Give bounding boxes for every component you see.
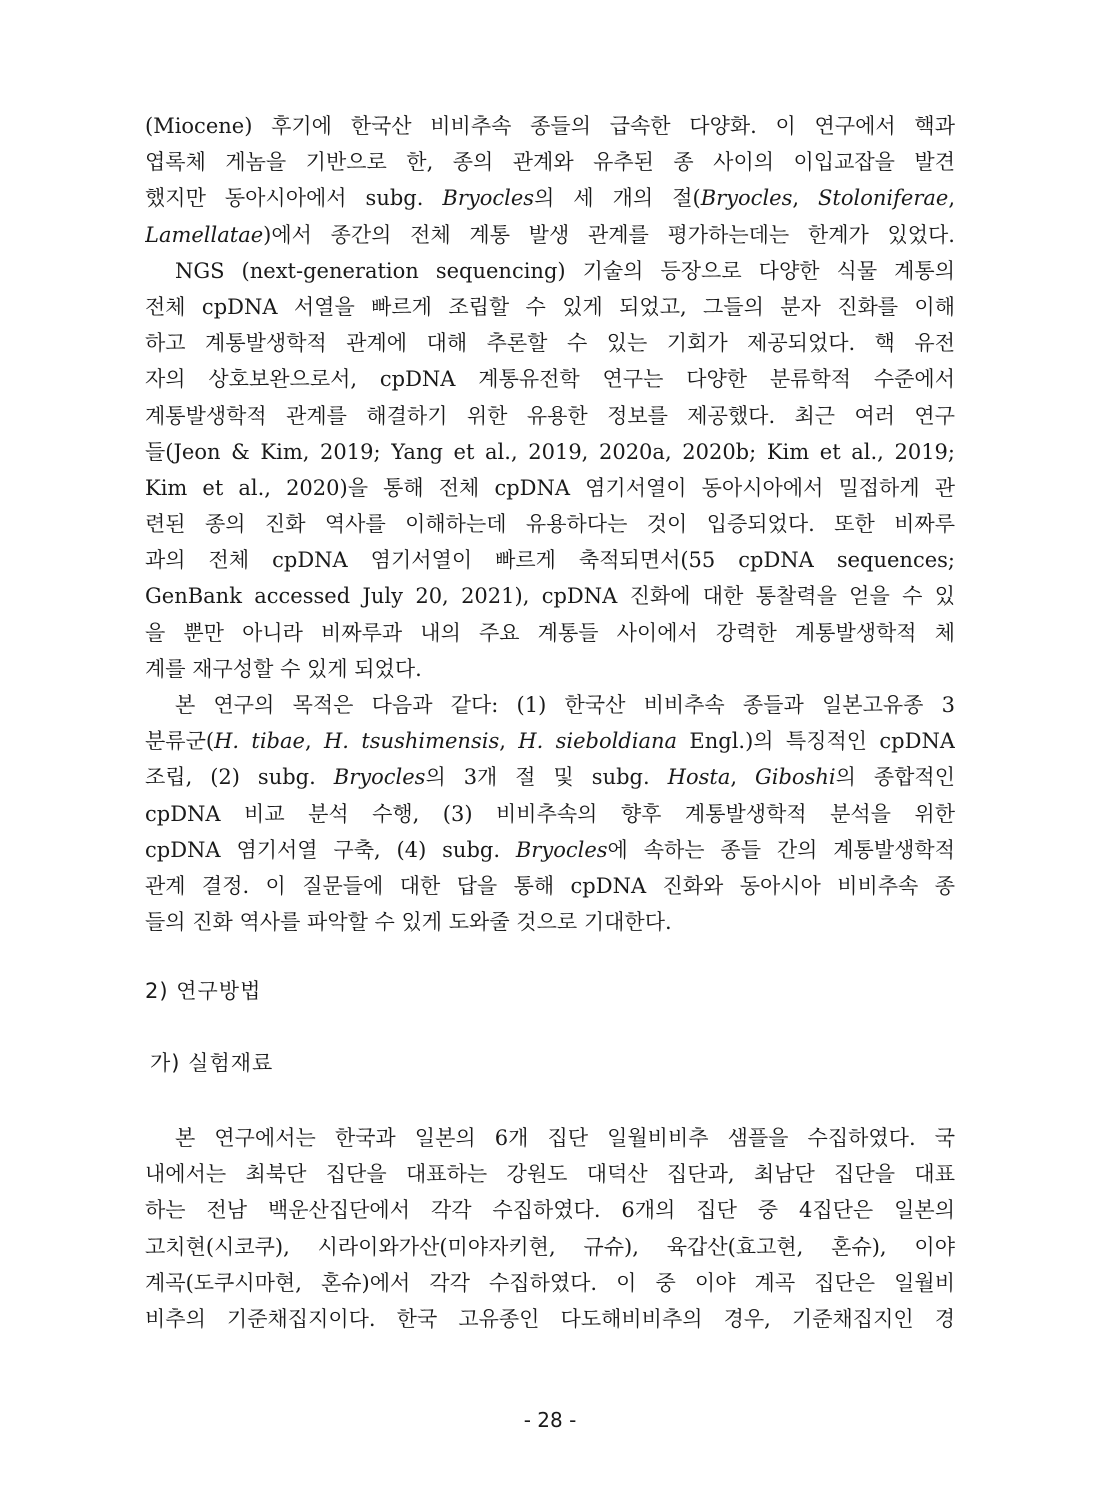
text-line: 고치현(시코쿠), 시라이와가산(미야자키현, 규슈), 육갑산(효고현, 혼슈), 이야	[145, 1234, 955, 1259]
text-line: 비추의 기준채집지이다. 한국 고유종인 다도해비비추의 경우, 기준채집지인 경	[145, 1306, 955, 1331]
text-line: 계를 재구성할 수 있게 되었다.	[145, 656, 422, 681]
text-line: (Miocene) 후기에 한국산 비비추속 종들의 급속한 다양화. 이 연구에서 핵과	[145, 114, 955, 138]
text-line: 관계 결정. 이 질문들에 대한 답을 통해 cpDNA 진화와 동아시아 비비추속 종	[145, 873, 955, 898]
text-line: cpDNA 비교 분석 수행, (3) 비비추속의 향후 계통발생학적 분석을 위한	[145, 801, 955, 826]
text-line: 하는 전남 백운산집단에서 각각 수집하였다. 6개의 집단 중 4집단은 일본의	[145, 1198, 955, 1223]
text-line: 내에서는 최북단 집단을 대표하는 강원도 대덕산 집단과, 최남단 집단을 대표	[145, 1162, 955, 1187]
page-number: - 28 -	[523, 1408, 577, 1432]
text-line: 자의 상호보완으로서, cpDNA 계통유전학 연구는 다양한 분류학적 수준에서	[145, 367, 955, 392]
section-heading: 2) 연구방법	[145, 979, 262, 1003]
body-text-top	[145, 108, 955, 940]
text-line: 조립, (2) subg. Bryocles의 3개 절 및 subg. Hosta, Giboshi의 종합적인	[145, 765, 955, 790]
text-line: cpDNA 염기서열 구축, (4) subg. Bryocles에 속하는 종들 간의 계통발생학적	[145, 837, 955, 862]
text-line: 련된 종의 진화 역사를 이해하는데 유용하다는 것이 입증되었다. 또한 비짜루	[145, 512, 955, 537]
text-line: Lamellatae)에서 종간의 전체 계통 발생 관계를 평가하는데는 한계가 있었다.	[145, 222, 955, 247]
text-line: 들의 진화 역사를 파악할 수 있게 도와줄 것으로 기대한다.	[145, 910, 672, 935]
text-line: 하고 계통발생학적 관계에 대해 추론할 수 있는 기회가 제공되었다. 핵 유전	[145, 331, 955, 356]
text-line: 계통발생학적 관계를 해결하기 위한 유용한 정보를 제공했다. 최근 여러 연구	[145, 403, 955, 428]
text-line: 엽록체 게놈을 기반으로 한, 종의 관계와 유추된 종 사이의 이입교잡을 발견	[145, 150, 955, 175]
text-line: 들(Jeon & Kim, 2019; Yang et al., 2019, 2020a, 2020b; Kim et al., 2019;	[145, 439, 955, 464]
text-line: Kim et al., 2020)을 통해 전체 cpDNA 염기서열이 동아시아에서 밀접하게 관	[145, 475, 955, 500]
text-line: 했지만 동아시아에서 subg. Bryocles의 세 개의 절(Bryocles, Stoloniferae,	[145, 186, 955, 211]
text-line: GenBank accessed July 20, 2021), cpDNA 진화에 대한 통찰력을 얻을 수 있	[145, 584, 955, 609]
text-line: 계곡(도쿠시마현, 혼슈)에서 각각 수집하였다. 이 중 이야 계곡 집단은 일월비	[145, 1270, 955, 1295]
text-line: 을 뿐만 아니라 비짜루과 내의 주요 계통들 사이에서 강력한 계통발생학적 체	[145, 620, 955, 645]
text-line: 전체 cpDNA 서열을 빠르게 조립할 수 있게 되었고, 그들의 분자 진화를 이해	[145, 294, 955, 319]
text-line: 과의 전체 cpDNA 염기서열이 빠르게 축적되면서(55 cpDNA sequences;	[145, 548, 955, 573]
text-line: 본 연구에서는 한국과 일본의 6개 집단 일월비비추 샘플을 수집하였다. 국	[175, 1126, 955, 1150]
text-line: 분류군(H. tibae, H. tsushimensis, H. sieboldiana Engl.)의 특징적인 cpDNA	[145, 729, 955, 754]
subsection-heading: 가) 실험재료	[150, 1051, 274, 1075]
text-line: 본 연구의 목적은 다음과 같다: (1) 한국산 비비추속 종들과 일본고유종 3	[175, 693, 955, 717]
text-line: NGS (next-generation sequencing) 기술의 등장으로 다양한 식물 계통의	[175, 258, 955, 283]
body-text-bottom	[145, 1120, 955, 1337]
